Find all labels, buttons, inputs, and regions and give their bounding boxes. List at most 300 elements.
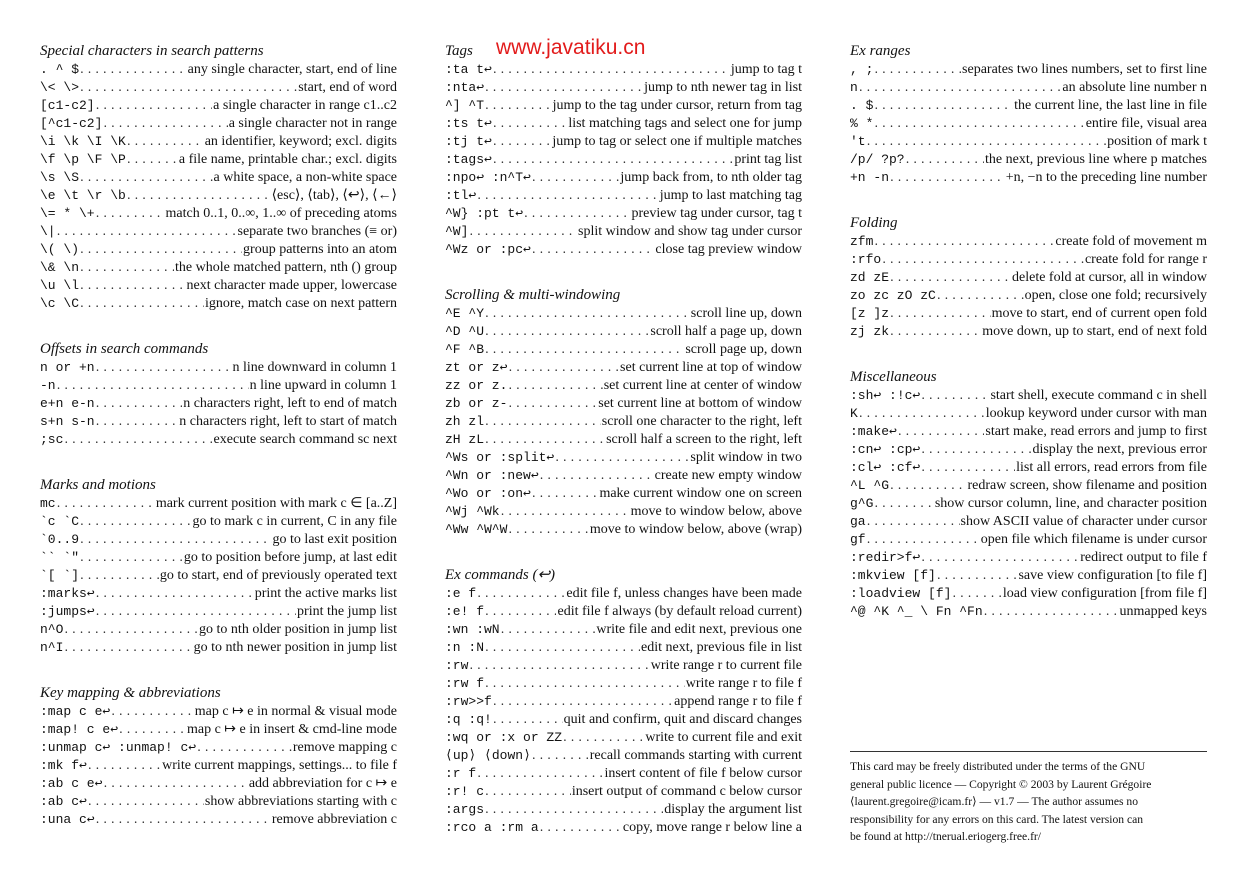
command-description: preview tag under cursor, tag t — [631, 206, 802, 221]
command-row — [850, 304, 1207, 322]
command-description: move to window below, above — [630, 504, 802, 519]
command-row — [850, 422, 1207, 440]
command-key: \& \n — [40, 260, 80, 275]
dot-leader — [57, 376, 249, 394]
command-description: redraw screen, show filename and position — [967, 478, 1207, 493]
command-key: `[ `] — [40, 568, 80, 583]
command-description: separates two lines numbers, set to first line — [962, 62, 1207, 77]
command-description: n line downward in column 1 — [232, 360, 397, 375]
command-key: \= * \+ — [40, 206, 95, 221]
dot-leader — [80, 78, 297, 96]
command-row — [40, 548, 397, 566]
command-key: zfm — [850, 234, 874, 249]
dot-leader — [921, 548, 1079, 566]
command-description: redirect output to file f — [1080, 550, 1207, 565]
dot-leader — [485, 304, 690, 322]
command-description: next character made upper, lowercase — [186, 278, 397, 293]
dot-leader — [64, 638, 192, 656]
command-description: scroll half a page up, down — [650, 324, 802, 339]
section-title: Key mapping & abbreviations — [40, 685, 221, 701]
command-key: 't — [850, 134, 866, 149]
dot-leader — [485, 96, 552, 114]
command-key: zo zc zO zC — [850, 288, 936, 303]
command-row — [850, 322, 1207, 340]
command-description: set current line at center of window — [603, 378, 802, 393]
command-description: ignore, match case on next pattern — [204, 296, 397, 311]
dot-leader — [493, 150, 733, 168]
dot-leader — [874, 232, 1054, 250]
command-description: set current line at bottom of window — [598, 396, 802, 411]
command-row — [445, 222, 802, 240]
command-description: the whole matched pattern, nth () group — [175, 260, 397, 275]
command-description: write range r to file f — [685, 676, 802, 691]
dot-leader — [890, 476, 967, 494]
dot-leader — [96, 810, 271, 828]
section-title: Special characters in search patterns — [40, 43, 264, 59]
command-description: split window and show tag under cursor — [578, 224, 802, 239]
command-key: \( \) — [40, 242, 80, 257]
command-description: a white space, a non-white space — [213, 170, 397, 185]
command-description: n characters right, left to end of match — [183, 396, 397, 411]
command-description: recall commands starting with current — [589, 748, 802, 763]
command-description: the current line, the last line in file — [1014, 98, 1207, 113]
command-description: edit next, previous file in list — [641, 640, 802, 655]
command-description: write to current file and exit — [645, 730, 802, 745]
dot-leader — [96, 602, 296, 620]
command-key: :rw>>f — [445, 694, 492, 709]
command-key: ^Ws or :split↩ — [445, 450, 555, 465]
dot-leader — [469, 222, 577, 240]
command-key: `0..9 — [40, 532, 80, 547]
command-description: set current line at top of window — [620, 360, 802, 375]
command-key: :mkview [f] — [850, 568, 936, 583]
dot-leader — [937, 286, 1024, 304]
dot-leader — [96, 204, 165, 222]
command-description: open file which filename is under cursor — [980, 532, 1207, 547]
command-description: make current window one on screen — [599, 486, 802, 501]
dot-leader — [921, 458, 1015, 476]
dot-leader — [485, 602, 556, 620]
dot-leader — [103, 114, 227, 132]
command-row — [40, 530, 397, 548]
command-row — [445, 240, 802, 258]
command-row — [445, 484, 802, 502]
command-key: :map! c e↩ — [40, 722, 119, 737]
command-row — [40, 78, 397, 96]
section-title: Miscellaneous — [850, 369, 937, 385]
command-row — [40, 240, 397, 258]
command-key: :wq or :x or ZZ — [445, 730, 563, 745]
dot-leader — [540, 466, 654, 484]
command-row — [445, 466, 802, 484]
command-description: list matching tags and select one for jump — [568, 116, 802, 131]
command-row — [445, 448, 802, 466]
dot-leader — [127, 132, 204, 150]
dot-leader — [80, 60, 187, 78]
command-description: load view configuration [from file f] — [1002, 586, 1207, 601]
dot-leader — [197, 738, 292, 756]
dot-leader — [485, 412, 601, 430]
dot-leader — [874, 96, 1013, 114]
dot-leader — [867, 512, 960, 530]
command-key: \e \t \r \b — [40, 188, 126, 203]
command-description: create new empty window — [654, 468, 802, 483]
dot-leader — [493, 132, 552, 150]
command-row — [445, 638, 802, 656]
command-row — [40, 294, 397, 312]
footer-line-3: ⟨laurent.gregoire@icam.fr⟩ — v1.7 — The author assumes no — [850, 795, 1139, 808]
command-key: \< \> — [40, 80, 80, 95]
command-key: :ta t↩ — [445, 62, 492, 77]
command-description: quit and confirm, quit and discard changes — [563, 712, 802, 727]
dot-leader — [80, 276, 185, 294]
column-2 — [445, 42, 802, 836]
dot-leader — [508, 376, 602, 394]
dot-leader — [96, 96, 213, 114]
dot-leader — [563, 728, 644, 746]
command-key: :map c e↩ — [40, 704, 111, 719]
command-row — [445, 150, 802, 168]
command-key: :sh↩ :!c↩ — [850, 388, 921, 403]
command-key: ^Wo or :on↩ — [445, 486, 531, 501]
command-row — [40, 566, 397, 584]
command-key: :e f — [445, 586, 477, 601]
dot-leader — [57, 494, 155, 512]
command-row — [40, 494, 397, 512]
command-row — [445, 656, 802, 674]
command-description: jump to the tag under cursor, return from tag — [552, 98, 802, 113]
footer-line-1: This card may be freely distributed under the terms of the GNU — [850, 760, 1146, 773]
command-row — [445, 132, 802, 150]
dot-leader — [111, 702, 194, 720]
dot-leader — [532, 746, 589, 764]
dot-leader — [906, 150, 984, 168]
command-key: :q :q! — [445, 712, 492, 727]
command-row — [850, 60, 1207, 78]
command-key: :args — [445, 802, 485, 817]
command-key: ^E ^Y — [445, 306, 485, 321]
command-row — [850, 386, 1207, 404]
command-key: :npo↩ :n^T↩ — [445, 170, 531, 185]
command-description: remove mapping c — [292, 740, 397, 755]
command-row — [445, 620, 802, 638]
command-row — [40, 186, 397, 204]
command-row — [40, 638, 397, 656]
command-row — [850, 78, 1207, 96]
command-row — [40, 792, 397, 810]
command-row — [850, 268, 1207, 286]
command-description: display the argument list — [664, 802, 802, 817]
command-row — [445, 60, 802, 78]
command-description: write file and edit next, previous one — [596, 622, 802, 637]
command-description: a single character not in range — [228, 116, 397, 131]
command-key: :n :N — [445, 640, 485, 655]
dot-leader — [127, 186, 271, 204]
command-description: show abbreviations starting with c — [204, 794, 397, 809]
section-title: Marks and motions — [40, 477, 156, 493]
command-row — [445, 322, 802, 340]
command-row — [40, 276, 397, 294]
command-description: mark current position with mark c ∈ [a..Z] — [155, 496, 397, 511]
command-description: jump back from, to nth older tag — [620, 170, 802, 185]
command-description: start, end of word — [298, 80, 397, 95]
command-key: ⟨up⟩ ⟨down⟩ — [445, 748, 531, 763]
command-description: separate two branches (≡ or) — [237, 224, 397, 239]
command-description: entire file, visual area — [1085, 116, 1207, 131]
footer-line-4: responsibility for any errors on this card. The latest version can — [850, 812, 1144, 826]
command-key: zh zl — [445, 414, 485, 429]
command-description: position of mark t — [1107, 134, 1207, 149]
dot-leader — [898, 422, 985, 440]
command-description: scroll page up, down — [685, 342, 802, 357]
command-description: add abbreviation for c ↦ e — [248, 776, 397, 791]
command-description: group patterns into an atom — [243, 242, 397, 257]
command-key: :mk f↩ — [40, 758, 87, 773]
dot-leader — [80, 294, 204, 312]
command-key: s+n s-n — [40, 414, 95, 429]
command-row — [40, 150, 397, 168]
command-key: [c1-c2] — [40, 98, 95, 113]
dot-leader — [57, 222, 237, 240]
command-description: n line upward in column 1 — [249, 378, 397, 393]
command-row — [40, 702, 397, 720]
command-key: zt or z↩ — [445, 360, 508, 375]
command-description: split window in two — [690, 450, 802, 465]
command-key: zj zk — [850, 324, 890, 339]
command-key: :unmap c↩ :unmap! c↩ — [40, 740, 197, 755]
command-row — [445, 764, 802, 782]
command-key: ^W} :pt t↩ — [445, 206, 524, 221]
command-description: save view configuration [to file f] — [1018, 568, 1207, 583]
command-key: ^F ^B — [445, 342, 485, 357]
dot-leader — [882, 250, 1084, 268]
command-row — [40, 258, 397, 276]
command-row — [40, 584, 397, 602]
command-key: g^G — [850, 496, 874, 511]
command-row — [850, 548, 1207, 566]
footer-line-5: be found at http://tnerual.eriogerg.free.fr/ — [850, 830, 1042, 843]
command-key: :rco a :rm a — [445, 820, 539, 835]
section — [850, 214, 1207, 340]
command-row — [445, 728, 802, 746]
dot-leader — [485, 800, 663, 818]
dot-leader — [469, 656, 649, 674]
command-key: n — [850, 80, 858, 95]
command-description: go to mark c in current, C in any file — [192, 514, 397, 529]
command-description: move to start, end of current open fold — [991, 306, 1207, 321]
command-description: append range r to file f — [674, 694, 802, 709]
command-key: [^c1-c2] — [40, 116, 103, 131]
command-row — [445, 96, 802, 114]
command-key: ^W] — [445, 224, 469, 239]
command-description: insert output of command c below cursor — [571, 784, 802, 799]
command-description: print the jump list — [297, 604, 397, 619]
command-key: ^@ ^K ^_ \ Fn ^Fn — [850, 604, 983, 619]
dot-leader — [859, 404, 985, 422]
command-row — [445, 502, 802, 520]
command-key: :wn :wN — [445, 622, 500, 637]
command-description: jump to tag or select one if multiple matches — [552, 134, 802, 149]
command-key: . $ — [850, 98, 874, 113]
command-key: \f \p \F \P — [40, 152, 126, 167]
command-description: lookup keyword under cursor with man — [985, 406, 1207, 421]
dot-leader — [80, 168, 213, 186]
command-key: :una c↩ — [40, 812, 95, 827]
license-footer — [850, 751, 1207, 846]
command-description: go to nth older position in jump list — [199, 622, 397, 637]
command-description: print tag list — [734, 152, 802, 167]
command-row — [445, 602, 802, 620]
command-row — [850, 96, 1207, 114]
command-row — [850, 530, 1207, 548]
dot-leader — [477, 186, 658, 204]
command-description: scroll half a screen to the right, left — [606, 432, 802, 447]
dot-leader — [508, 520, 588, 538]
command-description: go to start, end of previously operated text — [159, 568, 397, 583]
dot-leader — [890, 268, 1011, 286]
command-description: start make, read errors and jump to first — [985, 424, 1207, 439]
command-row — [40, 222, 397, 240]
command-key: zH zL — [445, 432, 485, 447]
command-row — [40, 602, 397, 620]
command-row — [445, 674, 802, 692]
dot-leader — [485, 322, 649, 340]
dot-leader — [96, 584, 254, 602]
command-description: ⟨esc⟩, ⟨tab⟩, ⟨↩⟩, ⟨←⟩ — [271, 188, 397, 203]
command-description: display the next, previous error — [1032, 442, 1207, 457]
command-row — [40, 394, 397, 412]
command-key: -n — [40, 378, 56, 393]
command-key: \u \l — [40, 278, 80, 293]
command-row — [40, 430, 397, 448]
command-description: show cursor column, line, and character position — [934, 496, 1207, 511]
command-row — [40, 114, 397, 132]
command-key: :rw — [445, 658, 469, 673]
command-key: :ab c↩ — [40, 794, 87, 809]
command-row — [40, 512, 397, 530]
dot-leader — [477, 764, 603, 782]
dot-leader — [485, 340, 684, 358]
dot-leader — [867, 132, 1106, 150]
command-row — [850, 584, 1207, 602]
section — [850, 42, 1207, 186]
command-description: jump to last matching tag — [659, 188, 802, 203]
dot-leader — [532, 484, 599, 502]
command-row — [40, 204, 397, 222]
command-description: list all errors, read errors from file — [1016, 460, 1207, 475]
command-key: `c `C — [40, 514, 80, 529]
command-key: :loadview [f] — [850, 586, 952, 601]
command-row — [445, 394, 802, 412]
dot-leader — [921, 386, 989, 404]
command-description: jump to nth newer tag in list — [644, 80, 802, 95]
command-key: :tags↩ — [445, 152, 492, 167]
command-row — [850, 440, 1207, 458]
command-description: print the active marks list — [254, 586, 397, 601]
command-key: :cn↩ :cp↩ — [850, 442, 921, 457]
dot-leader — [88, 756, 161, 774]
command-key: ^Wz or :pc↩ — [445, 242, 531, 257]
command-description: insert content of file f below cursor — [604, 766, 802, 781]
dot-leader — [540, 818, 622, 836]
command-key: :marks↩ — [40, 586, 95, 601]
command-description: scroll line up, down — [690, 306, 802, 321]
dot-leader — [80, 240, 242, 258]
dot-leader — [64, 430, 212, 448]
command-description: move to window below, above (wrap) — [589, 522, 802, 537]
command-key: `` `" — [40, 550, 80, 565]
command-row — [850, 566, 1207, 584]
command-description: an absolute line number n — [1062, 80, 1207, 95]
command-row — [445, 168, 802, 186]
command-description: show ASCII value of character under cursor — [960, 514, 1207, 529]
command-description: the next, previous line where p matches — [985, 152, 1207, 167]
command-row — [445, 412, 802, 430]
dot-leader — [532, 240, 655, 258]
command-row — [850, 286, 1207, 304]
dot-leader — [80, 548, 183, 566]
command-description: match 0..1, 0..∞, 1..∞ of preceding atoms — [165, 206, 397, 221]
command-description: an identifier, keyword; excl. digits — [204, 134, 397, 149]
section — [40, 476, 397, 656]
command-row — [40, 96, 397, 114]
command-key: ^Ww ^W^W — [445, 522, 508, 537]
section-title: Tags — [445, 43, 473, 59]
command-description: write range r to current file — [650, 658, 802, 673]
section-title: Ex ranges — [850, 43, 911, 59]
command-description: move down, up to start, end of next fold — [982, 324, 1207, 339]
command-description: remove abbreviation c — [271, 812, 397, 827]
dot-leader — [80, 258, 174, 276]
command-key: :ab c e↩ — [40, 776, 103, 791]
command-key: :tl↩ — [445, 188, 477, 203]
command-key: K — [850, 406, 858, 421]
command-description: create fold of movement m — [1055, 234, 1207, 249]
dot-leader — [555, 448, 689, 466]
section-title: Scrolling & multi-windowing — [445, 287, 621, 303]
command-row — [445, 520, 802, 538]
command-row — [445, 692, 802, 710]
command-description: delete fold at cursor, all in window — [1012, 270, 1207, 285]
dot-leader — [96, 358, 232, 376]
command-key: ^D ^U — [445, 324, 485, 339]
command-description: go to last exit position — [272, 532, 397, 547]
command-description: create fold for range r — [1084, 252, 1207, 267]
command-row — [445, 114, 802, 132]
dot-leader — [64, 620, 198, 638]
dot-leader — [103, 774, 247, 792]
command-key: :rw f — [445, 676, 485, 691]
command-row — [40, 168, 397, 186]
command-row — [40, 376, 397, 394]
command-row — [40, 412, 397, 430]
section — [445, 566, 802, 836]
command-description: open, close one fold; recursively — [1024, 288, 1207, 303]
dot-leader — [96, 412, 179, 430]
command-key: :rfo — [850, 252, 882, 267]
command-key: :make↩ — [850, 424, 897, 439]
command-key: . ^ $ — [40, 62, 80, 77]
dot-leader — [890, 304, 991, 322]
command-row — [445, 376, 802, 394]
command-row — [445, 340, 802, 358]
command-row — [40, 620, 397, 638]
command-row — [445, 818, 802, 836]
dot-leader — [80, 530, 272, 548]
dot-leader — [501, 620, 596, 638]
dot-leader — [501, 502, 630, 520]
dot-leader — [477, 584, 565, 602]
